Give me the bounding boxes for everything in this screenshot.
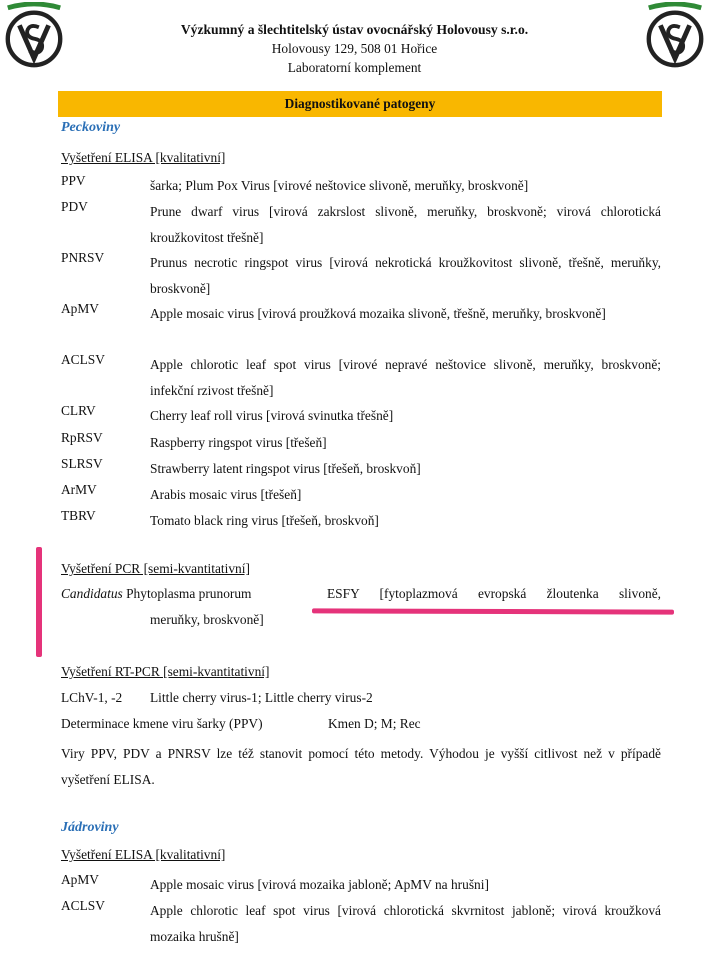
pathogen-desc: Apple chlorotic leaf spot virus [virová chlorotická skvrnitost jabloně; virová kroužková mozaika hrušně] — [150, 903, 661, 944]
rtpcr-strain-value: Kmen D; M; Rec — [328, 716, 421, 731]
pcr-name-rest: Phytoplasma prunorum — [122, 586, 252, 601]
rtpcr-lchv-abbr: LChV-1, -2 — [61, 690, 123, 705]
institute-name: Výzkumný a šlechtitelský ústav ovocnářský Holovousy s.r.o. — [180, 22, 529, 37]
pathogen-desc: Prune dwarf virus [virová zakrslost slivoně, meruňky, broskvoně; virová chlorotická kroužkovitost třešně] — [150, 204, 661, 245]
institute-address: Holovousy 129, 508 01 Hořice — [271, 41, 438, 56]
department-name: Laboratorní komplement — [287, 60, 422, 75]
section-title-peckoviny: Peckoviny — [61, 120, 121, 135]
elisa-heading: Vyšetření ELISA [kvalitativní] — [61, 150, 226, 165]
rtpcr-strain-label: Determinace kmene viru šarky (PPV) — [61, 716, 263, 731]
pathogen-abbr: ACLSV — [61, 898, 105, 913]
rtpcr-note: Viry PPV, PDV a PNRSV lze též stanovit pomocí této metody. Výhodou je vyšší citlivost než v případě vyšetření ELISA. — [61, 746, 661, 787]
page-header — [80, 20, 629, 77]
pcr-desc-line2: meruňky, broskvoně] — [150, 612, 264, 627]
rtpcr-strain-row — [61, 716, 661, 732]
pathogen-abbr: ApMV — [61, 872, 99, 887]
pathogen-desc: Raspberry ringspot virus [třešeň] — [150, 435, 327, 450]
pathogen-abbr: ApMV — [61, 301, 99, 316]
section-title-jadroviny: Jádroviny — [61, 820, 119, 835]
pathogen-desc: Apple mosaic virus [virová proužková mozaika slivoně, třešně, meruňky, broskvoně] — [150, 306, 606, 321]
highlight-marker-vertical — [36, 547, 42, 657]
pathogen-abbr: PNRSV — [61, 250, 105, 265]
pcr-name-italic: Candidatus — [61, 586, 123, 601]
rtpcr-lchv-row — [61, 690, 661, 706]
vsuo-logo-right — [641, 2, 709, 70]
pathogen-desc: Apple chlorotic leaf spot virus [virové nepravé neštovice slivoně, meruňky, broskvoně; infekční rzivost třešně] — [150, 357, 661, 398]
pathogen-abbr: ACLSV — [61, 352, 105, 367]
pathogen-abbr: RpRSV — [61, 430, 103, 445]
pathogen-abbr: ArMV — [61, 482, 97, 497]
elisa-heading: Vyšetření ELISA [kvalitativní] — [61, 847, 226, 862]
pathogen-desc: Cherry leaf roll virus [virová svinutka třešně] — [150, 408, 394, 423]
section-banner: Diagnostikované patogeny — [58, 91, 662, 117]
pathogen-desc: Apple mosaic virus [virová mozaika jabloně; ApMV na hrušni] — [150, 877, 489, 892]
pcr-heading: Vyšetření PCR [semi-kvantitativní] — [61, 561, 250, 576]
pathogen-desc: Strawberry latent ringspot virus [třešeň, broskvoň] — [150, 461, 421, 476]
rtpcr-lchv-desc: Little cherry virus-1; Little cherry virus-2 — [150, 690, 373, 705]
pathogen-abbr: SLRSV — [61, 456, 103, 471]
pcr-desc-line1: ESFY [fytoplazmová evropská žloutenka slivoně, — [327, 586, 661, 601]
pathogen-abbr: TBRV — [61, 508, 96, 523]
pathogen-abbr: CLRV — [61, 403, 96, 418]
pathogen-desc: Arabis mosaic virus [třešeň] — [150, 487, 302, 502]
rtpcr-heading: Vyšetření RT-PCR [semi-kvantitativní] — [61, 664, 270, 679]
pathogen-desc: Prunus necrotic ringspot virus [virová nekrotická kroužkovitost slivoně, třešně, meruňky, broskvoně] — [150, 255, 661, 296]
pathogen-desc: Tomato black ring virus [třešeň, broskvoň] — [150, 513, 379, 528]
pathogen-abbr: PDV — [61, 199, 88, 214]
highlight-marker-horizontal — [312, 608, 674, 614]
pathogen-abbr: PPV — [61, 173, 86, 188]
pathogen-desc: šarka; Plum Pox Virus [virové neštovice slivoně, meruňky, broskvoně] — [150, 178, 529, 193]
vsuo-logo-left — [0, 2, 68, 70]
